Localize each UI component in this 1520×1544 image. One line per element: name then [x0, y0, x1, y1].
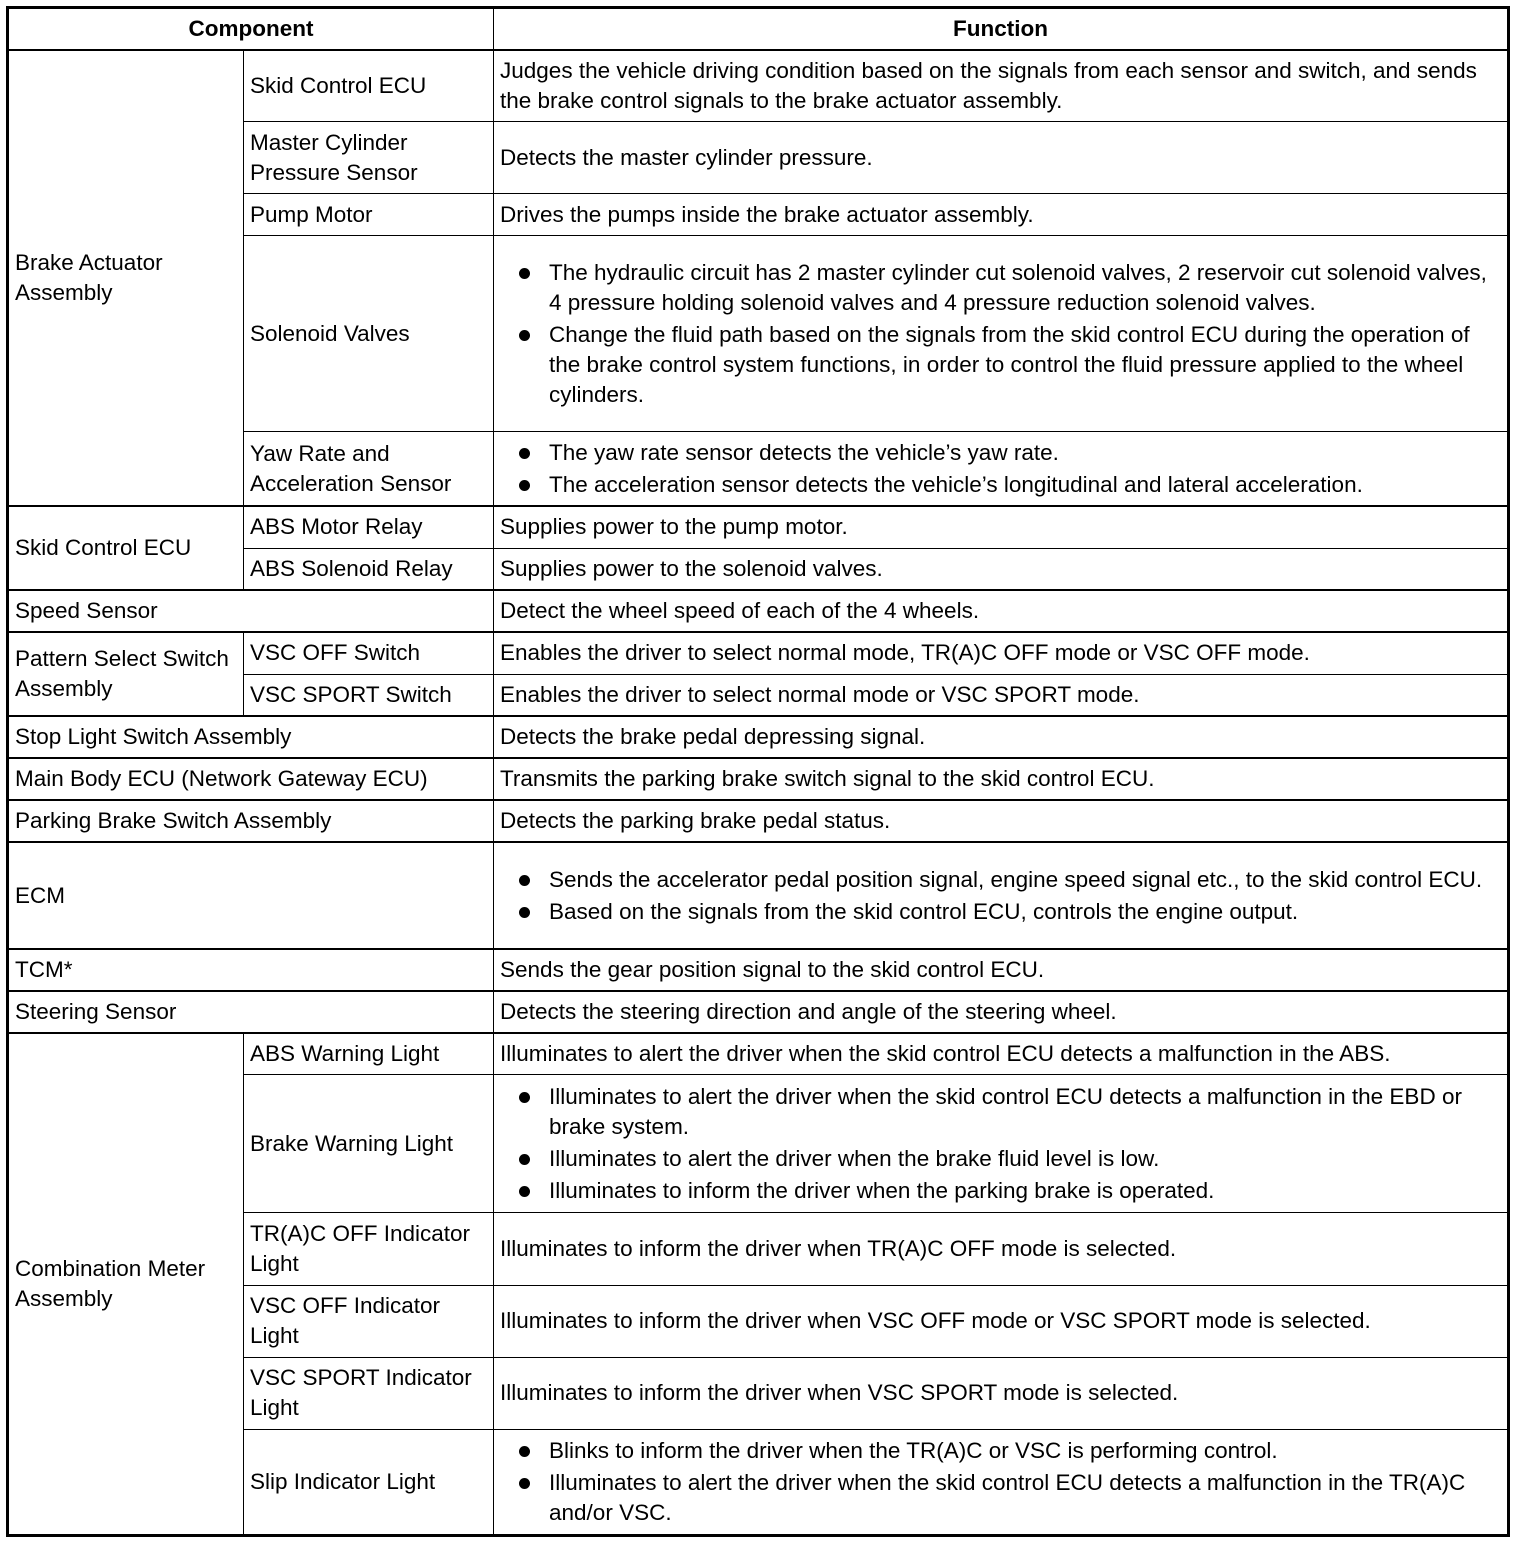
component-function-table	[6, 6, 1510, 1537]
subcomponent-cell: Yaw Rate and Acceleration Sensor	[244, 432, 494, 506]
function-cell	[494, 842, 1509, 948]
bullet-list	[500, 438, 1501, 500]
subcomponent-cell: Pump Motor	[244, 194, 494, 236]
function-cell: Illuminates to inform the driver when VSC SPORT mode is selected.	[494, 1357, 1509, 1429]
bullet-item: The acceleration sensor detects the vehicle’s longitudinal and lateral acceleration.	[500, 470, 1501, 500]
function-cell	[494, 1075, 1509, 1213]
function-cell: Illuminates to alert the driver when the skid control ECU detects a malfunction in the ABS.	[494, 1033, 1509, 1075]
function-cell: Supplies power to the solenoid valves.	[494, 548, 1509, 590]
function-cell: Detects the steering direction and angle of the steering wheel.	[494, 991, 1509, 1033]
component-cell: Speed Sensor	[8, 590, 494, 632]
table-row	[8, 800, 1509, 842]
subcomponent-cell: VSC OFF Indicator Light	[244, 1285, 494, 1357]
bullet-item: Illuminates to alert the driver when the brake fluid level is low.	[500, 1144, 1501, 1174]
table-row	[8, 949, 1509, 991]
function-cell: Detects the master cylinder pressure.	[494, 122, 1509, 194]
function-cell: Detect the wheel speed of each of the 4 wheels.	[494, 590, 1509, 632]
component-cell: ECM	[8, 842, 494, 948]
bullet-item: Sends the accelerator pedal position signal, engine speed signal etc., to the skid control ECU.	[500, 865, 1501, 895]
bullet-list	[500, 865, 1501, 927]
group-cell: Combination Meter Assembly	[8, 1033, 244, 1536]
subcomponent-cell: ABS Motor Relay	[244, 506, 494, 548]
function-cell: Illuminates to inform the driver when VSC OFF mode or VSC SPORT mode is selected.	[494, 1285, 1509, 1357]
table-row	[8, 716, 1509, 758]
subcomponent-cell: Slip Indicator Light	[244, 1429, 494, 1535]
function-cell: Enables the driver to select normal mode or VSC SPORT mode.	[494, 674, 1509, 716]
subcomponent-cell: Solenoid Valves	[244, 236, 494, 432]
table-row	[8, 632, 1509, 674]
bullet-item: The yaw rate sensor detects the vehicle’s yaw rate.	[500, 438, 1501, 468]
bullet-item: Illuminates to inform the driver when the parking brake is operated.	[500, 1176, 1501, 1206]
function-cell: Sends the gear position signal to the skid control ECU.	[494, 949, 1509, 991]
subcomponent-cell: ABS Solenoid Relay	[244, 548, 494, 590]
bullet-item: Change the fluid path based on the signals from the skid control ECU during the operation of the brake control system functions, in order to control the fluid pressure applied to the wheel cylinders.	[500, 320, 1501, 410]
bullet-item: The hydraulic circuit has 2 master cylinder cut solenoid valves, 2 reservoir cut solenoid valves, 4 pressure holding solenoid valves and 4 pressure reduction solenoid valves.	[500, 258, 1501, 318]
table-row	[8, 1033, 1509, 1075]
header-row	[8, 8, 1509, 50]
bullet-list	[500, 1436, 1501, 1528]
bullet-item: Illuminates to alert the driver when the skid control ECU detects a malfunction in the EBD or brake system.	[500, 1082, 1501, 1142]
component-cell: Steering Sensor	[8, 991, 494, 1033]
function-cell	[494, 236, 1509, 432]
subcomponent-cell: VSC SPORT Switch	[244, 674, 494, 716]
subcomponent-cell: Master Cylinder Pressure Sensor	[244, 122, 494, 194]
function-cell: Detects the brake pedal depressing signal.	[494, 716, 1509, 758]
bullet-list	[500, 1082, 1501, 1206]
subcomponent-cell: TR(A)C OFF Indicator Light	[244, 1213, 494, 1285]
table-row	[8, 506, 1509, 548]
header-component: Component	[8, 8, 494, 50]
table-row	[8, 50, 1509, 122]
table-row	[8, 842, 1509, 948]
bullet-item: Illuminates to alert the driver when the skid control ECU detects a malfunction in the TR(A)C and/or VSC.	[500, 1468, 1501, 1528]
subcomponent-cell: VSC OFF Switch	[244, 632, 494, 674]
table-row	[8, 758, 1509, 800]
group-cell: Pattern Select Switch Assembly	[8, 632, 244, 716]
subcomponent-cell: Brake Warning Light	[244, 1075, 494, 1213]
function-cell: Transmits the parking brake switch signal to the skid control ECU.	[494, 758, 1509, 800]
function-cell: Illuminates to inform the driver when TR(A)C OFF mode is selected.	[494, 1213, 1509, 1285]
bullet-item: Blinks to inform the driver when the TR(A)C or VSC is performing control.	[500, 1436, 1501, 1466]
subcomponent-cell: ABS Warning Light	[244, 1033, 494, 1075]
function-cell: Supplies power to the pump motor.	[494, 506, 1509, 548]
function-cell: Judges the vehicle driving condition based on the signals from each sensor and switch, and sends the brake control signals to the brake actuator assembly.	[494, 50, 1509, 122]
function-cell	[494, 1429, 1509, 1535]
component-cell: TCM*	[8, 949, 494, 991]
component-cell: Parking Brake Switch Assembly	[8, 800, 494, 842]
bullet-list	[500, 258, 1501, 410]
subcomponent-cell: VSC SPORT Indicator Light	[244, 1357, 494, 1429]
table-row	[8, 590, 1509, 632]
component-cell: Main Body ECU (Network Gateway ECU)	[8, 758, 494, 800]
function-cell	[494, 432, 1509, 506]
function-cell: Detects the parking brake pedal status.	[494, 800, 1509, 842]
group-cell: Skid Control ECU	[8, 506, 244, 590]
group-cell: Brake Actuator Assembly	[8, 50, 244, 507]
function-cell: Drives the pumps inside the brake actuator assembly.	[494, 194, 1509, 236]
bullet-item: Based on the signals from the skid control ECU, controls the engine output.	[500, 897, 1501, 927]
function-cell: Enables the driver to select normal mode, TR(A)C OFF mode or VSC OFF mode.	[494, 632, 1509, 674]
subcomponent-cell: Skid Control ECU	[244, 50, 494, 122]
component-cell: Stop Light Switch Assembly	[8, 716, 494, 758]
table-row	[8, 991, 1509, 1033]
header-function: Function	[494, 8, 1509, 50]
